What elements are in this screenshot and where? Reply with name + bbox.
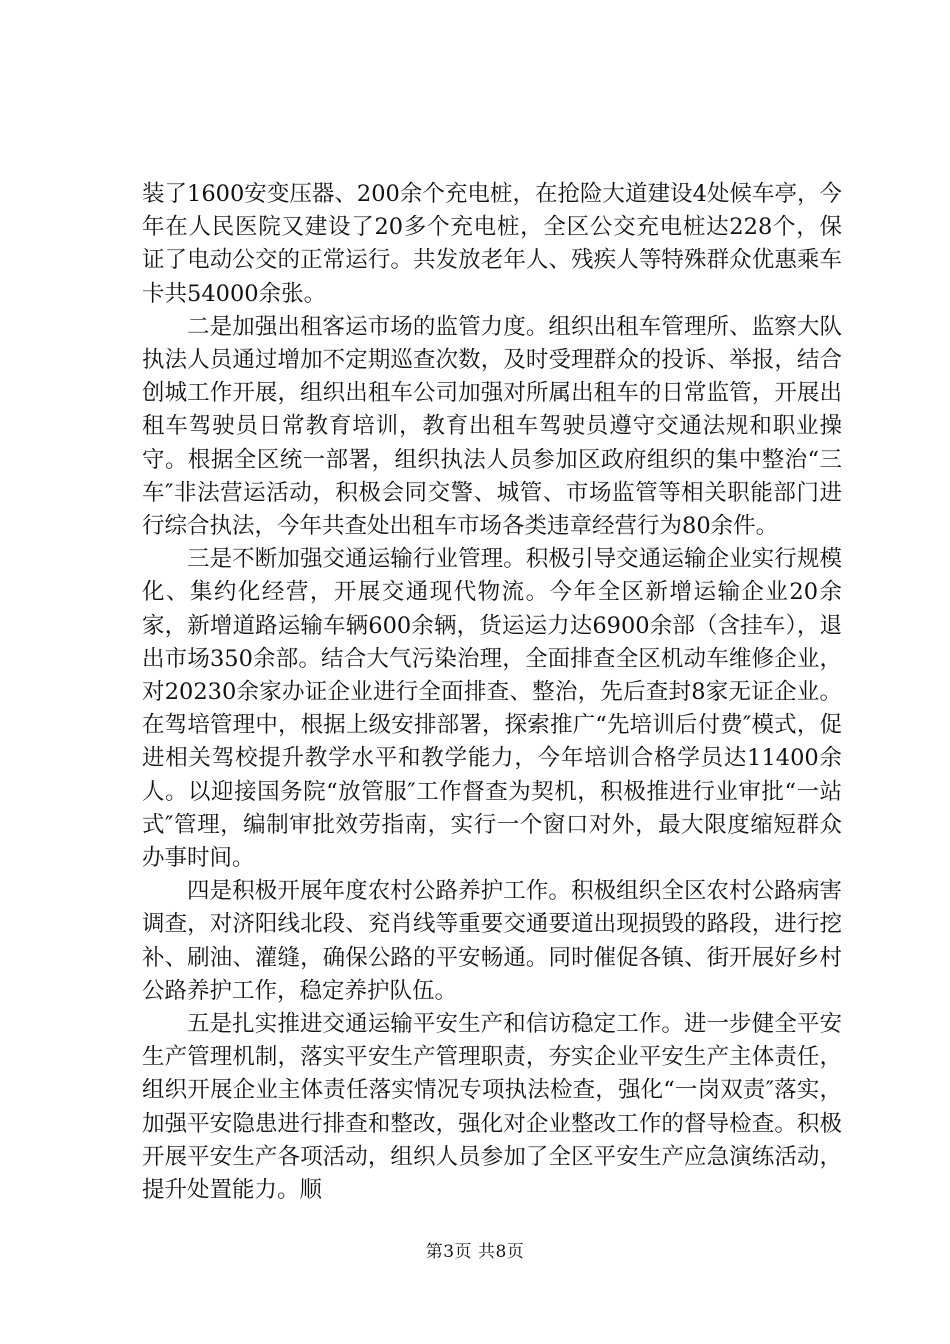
document-body	[142, 178, 842, 1207]
page-footer: 第3页 共8页	[425, 1242, 525, 1262]
paragraph-taxi-market: 二是加强出租客运市场的监管力度。组织出租车管理所、监察大队执法人员通过增加不定期巡查次数，及时受理群众的投诉、举报，结合创城工作开展，组织出租车公司加强对所属出租车的日常监管，开展出租车驾驶员日常教育培训，教育出租车驾驶员遵守交通法规和职业操守。根据全区统一部署，组织执法人员参加区政府组织的集中整治“三车″非法营运活动，积极会同交警、城管、市场监管等相关职能部门进行综合执法，今年共查处出租车市场各类违章经营行为80余件。	[142, 313, 842, 540]
paragraph-rural-roads: 四是积极开展年度农村公路养护工作。积极组织全区农村公路病害调查，对济阳线北段、兖肖线等重要交通要道出现损毁的路段，进行挖补、刷油、灌缝，确保公路的平安畅通。同时催促各镇、街开展好乡村公路养护工作，稳定养护队伍。	[142, 878, 842, 1004]
paragraph-continuation: 装了1600安变压器、200余个充电桩，在抢险大道建设4处候车亭，今年在人民医院又建设了20多个充电桩，全区公交充电桩达228个，保证了电动公交的正常运行。共发放老年人、残疾人等特殊群众优惠乘车卡共54000余张。	[142, 181, 842, 307]
paragraph-transport-industry: 三是不断加强交通运输行业管理。积极引导交通运输企业实行规模化、集约化经营，开展交通现代物流。今年全区新增运输企业20余家，新增道路运输车辆600余辆，货运运力达6900余部（含挂车），退出市场350余部。结合大气污染治理，全面排查全区机动车维修企业，对20230余家办证企业进行全面排查、整治，先后查封8家无证企业。在驾培管理中，根据上级安排部署，探索推广“先培训后付费″模式，促进相关驾校提升教学水平和教学能力，今年培训合格学员达11400余人。以迎接国务院“放管服″工作督查为契机，积极推进行业审批“一站式″管理，编制审批效劳指南，实行一个窗口对外，最大限度缩短群众办事时间。	[142, 546, 842, 872]
paragraph-safety-production: 五是扎实推进交通运输平安生产和信访稳定工作。进一步健全平安生产管理机制，落实平安生产管理职责，夯实企业平安生产主体责任，组织开展企业主体责任落实情况专项执法检查，强化“一岗双责″落实，加强平安隐患进行排查和整改，强化对企业整改工作的督导检查。积极开展平安生产各项活动，组织人员参加了全区平安生产应急演练活动，提升处置能力。顺	[142, 1011, 842, 1204]
